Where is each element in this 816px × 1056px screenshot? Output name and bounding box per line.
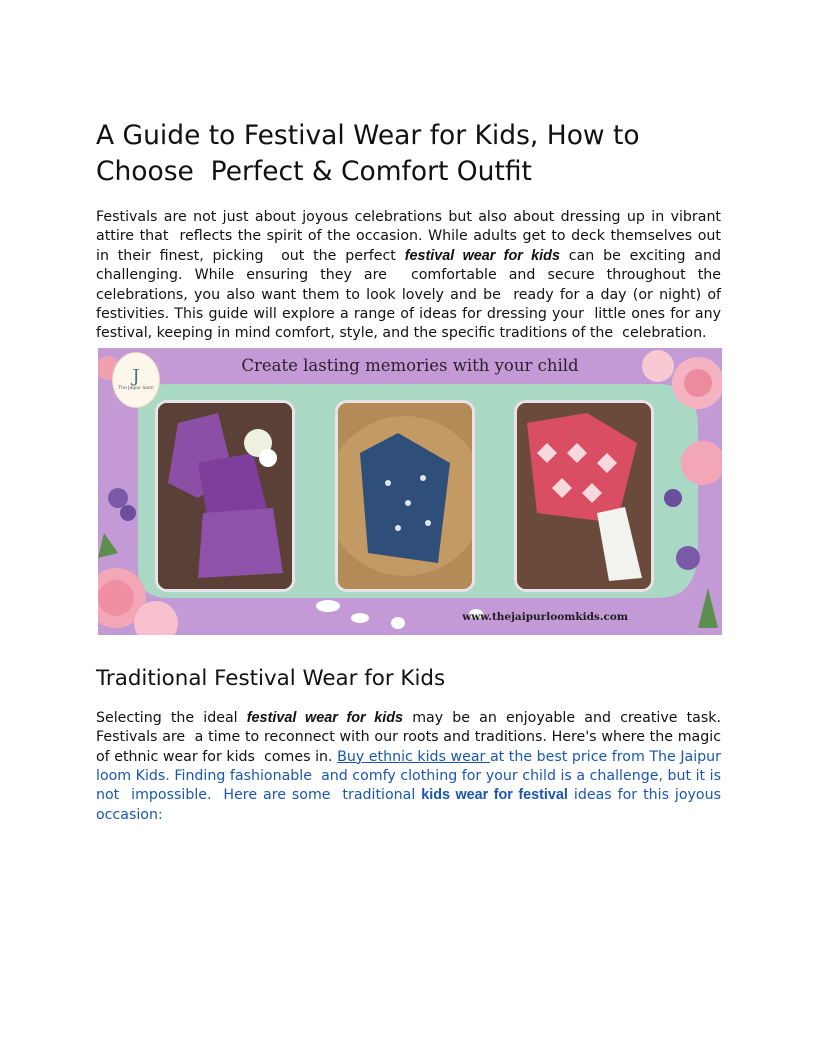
banner-url: www.thejaipurloomkids.com bbox=[462, 610, 628, 623]
purple-outfit-illustration bbox=[158, 403, 292, 589]
section-text-3: at the best price from The Jaipur loom Kids. Finding fashionable and comfy clothing for your child is a challenge, but it is not impossible. Here are some traditional bbox=[96, 748, 726, 804]
intro-text-1: Festivals are not just about joyous celebrations but also about dressing up in vibrant attire that reflects the spirit of the occasion. While adults get to deck themselves out in their finest, picking out the perfect bbox=[96, 209, 726, 264]
intro-emphasis: festival wear for kids bbox=[404, 247, 560, 264]
section-paragraph bbox=[96, 709, 726, 825]
intro-paragraph bbox=[96, 208, 726, 344]
logo-mark: J bbox=[132, 365, 140, 387]
blue-jacket-illustration bbox=[338, 403, 472, 589]
intro-text-2: can be exciting and challenging. While ensuring they are comfortable and secure throughout the celebrations, you also want them to look lovely and be ready for a day (or night) of festivities. This guide will explore a range of ideas for dressing your little ones for any festival, keeping in mind comfort, style, and the specific traditions of the celebration. bbox=[96, 247, 726, 342]
document-page bbox=[96, 118, 726, 825]
banner-title: Create lasting memories with your child bbox=[241, 355, 579, 375]
product-photo-purple-outfit bbox=[155, 400, 295, 592]
section-text-1: Selecting the ideal bbox=[96, 709, 247, 726]
document-title: A Guide to Festival Wear for Kids, How to Choose Perfect & Comfort Outfit bbox=[96, 120, 640, 187]
section-text-4: ideas for this joyous occasion: bbox=[96, 787, 726, 823]
product-photo-blue-jacket bbox=[335, 400, 475, 592]
section-bold-phrase: kids wear for festival bbox=[421, 787, 568, 804]
product-photo-pink-kurta bbox=[514, 400, 654, 592]
buy-ethnic-kids-wear-link[interactable]: Buy ethnic kids wear bbox=[337, 748, 490, 765]
pink-kurta-illustration bbox=[517, 403, 651, 589]
section-text-2: may be an enjoyable and creative task. Festivals are a time to reconnect with our roots and traditions. Here's where the magic of ethnic wear for kids comes in. bbox=[96, 709, 726, 765]
section-heading: Traditional Festival Wear for Kids bbox=[96, 665, 446, 691]
logo-text: The Jaipur loom bbox=[118, 385, 154, 391]
section-emphasis: festival wear for kids bbox=[246, 709, 404, 726]
promo-banner-image bbox=[98, 348, 722, 635]
